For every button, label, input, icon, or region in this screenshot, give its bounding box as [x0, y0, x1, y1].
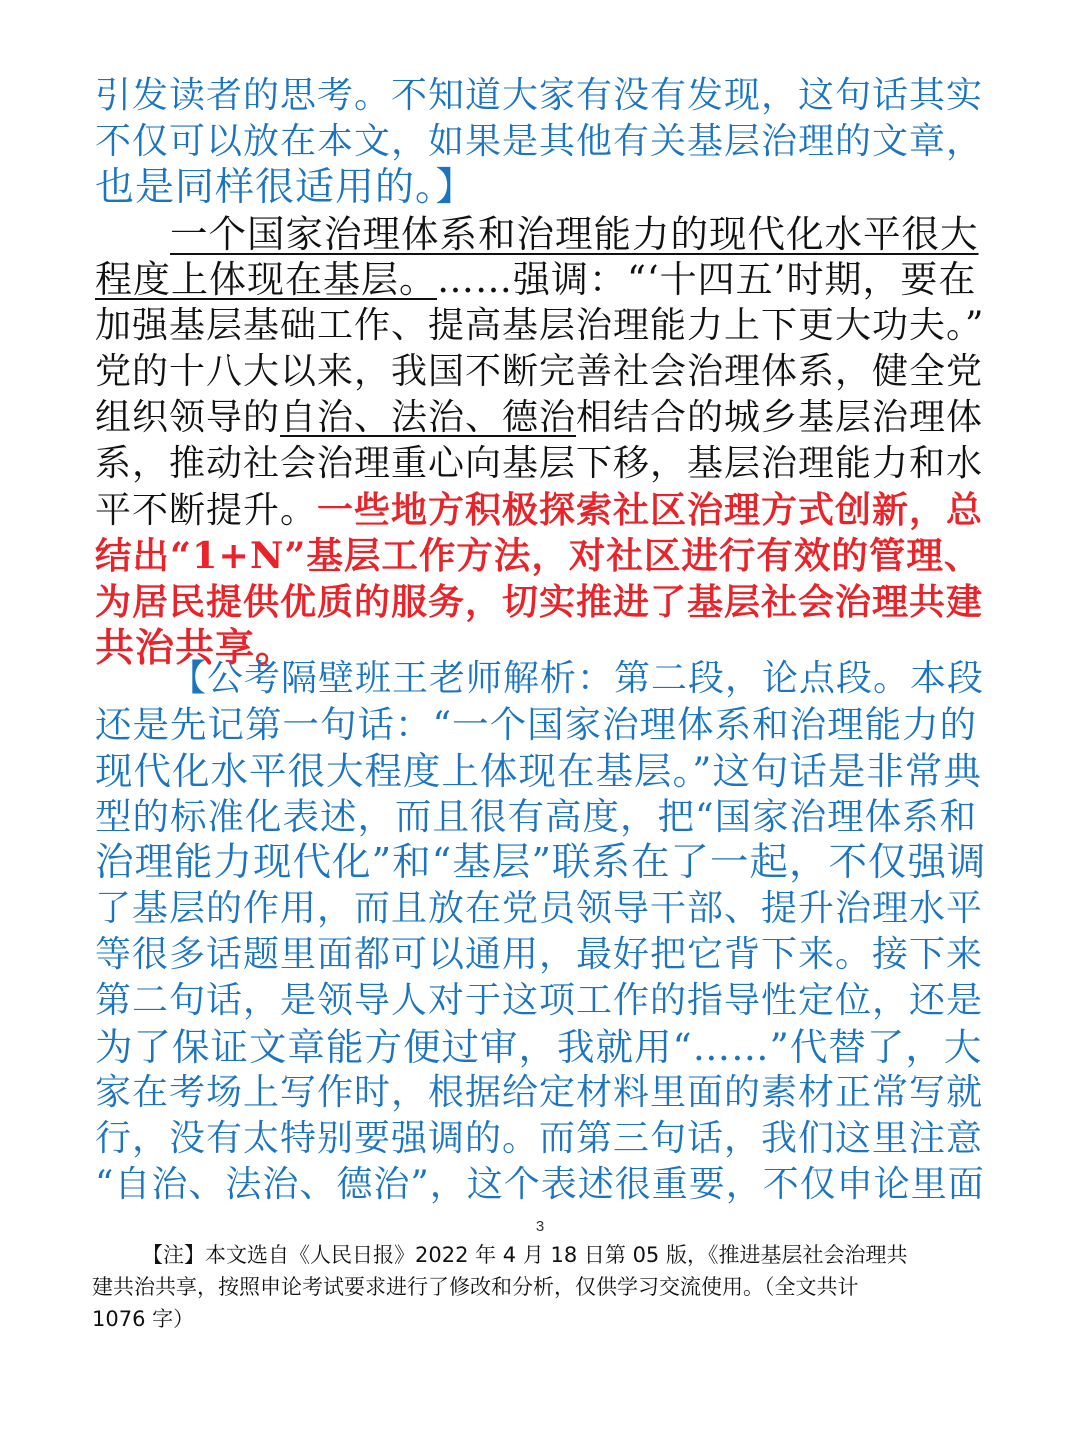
text-segment: 相结合的城乡基层治理体	[576, 397, 984, 438]
text-line	[95, 441, 987, 487]
text-line	[95, 533, 987, 579]
text-line	[95, 748, 987, 794]
text-segment: 党的十八大以来，我国不断完善社会治理体系，健全党	[95, 351, 984, 392]
text-line	[95, 257, 987, 303]
text-line	[95, 303, 987, 349]
text-line	[95, 1024, 987, 1070]
text-segment: 为了保证文章能方便过审，我就用“……”代替了，大	[95, 1025, 983, 1069]
text-segment: 了基层的作用，而且放在党员领导干部、提升治理水平	[95, 888, 984, 929]
highlighted-text: 一些地方积极探索社区治理方式创新，总	[317, 489, 984, 531]
text-line	[95, 119, 987, 165]
page-number: 3	[535, 1218, 545, 1235]
text-segment: 现代化水平很大程度上体现在基层。”这句话是非常典	[95, 749, 982, 793]
text-line	[170, 656, 987, 702]
text-line	[95, 702, 987, 748]
underlined-key-sentence: 程度上体现在基层。	[95, 258, 437, 301]
text-line	[95, 73, 987, 119]
text-line	[95, 395, 987, 441]
text-line	[170, 211, 987, 257]
text-line	[95, 886, 987, 932]
text-segment: 组织领导的	[95, 397, 281, 438]
text-line	[95, 349, 987, 395]
text-segment: 行，没有太特别要强调的。而第三句话，我们这里注意	[95, 1118, 984, 1159]
highlighted-text: 共治共享。	[95, 625, 296, 671]
highlighted-text: 为居民提供优质的服务，切实推进了基层社会治理共建	[95, 581, 984, 623]
text-line	[95, 1116, 987, 1162]
text-segment: “自治、法治、德治”，这个表述很重要，不仅申论里面	[95, 1164, 985, 1205]
text-line	[95, 794, 987, 840]
text-segment: 家在考场上写作时，根据给定材料里面的素材正常写就	[95, 1072, 984, 1113]
text-line	[95, 932, 987, 978]
underlined-key-sentence: 一个国家治理体系和治理能力的现代化水平很大	[170, 212, 979, 256]
text-segment: 还是先记第一句话：“一个国家治理体系和治理能力的	[95, 703, 978, 746]
highlighted-text: 结出“1+N”基层工作方法，对社区进行有效的管理、	[95, 534, 982, 577]
underlined-keyword: 自治、法治、德治	[280, 397, 577, 438]
footnote-line: 建共治共享，按照申论考试要求进行了修改和分析，仅供学习交流使用。（全文共计	[92, 1275, 859, 1299]
text-segment: 也是同样很适用的。】	[95, 165, 476, 210]
text-line	[95, 579, 987, 625]
text-segment: ……强调：“‘十四五’时期，要在	[437, 258, 977, 301]
text-segment: 等很多话题里面都可以通用，最好把它背下来。接下来	[95, 934, 984, 975]
text-segment: 加强基层基础工作、提高基层治理能力上下更大功夫。”	[95, 305, 985, 346]
text-line	[95, 1070, 987, 1116]
text-segment: 治理能力现代化”和“基层”联系在了一起，不仅强调	[95, 840, 987, 885]
text-segment: 不仅可以放在本文，如果是其他有关基层治理的文章，	[95, 121, 984, 162]
text-segment: 型的标准化表述，而且很有高度，把“国家治理体系和	[95, 795, 978, 838]
text-segment: 引发读者的思考。不知道大家有没有发现，这句话其实	[95, 75, 984, 116]
text-line	[95, 165, 987, 211]
text-line	[95, 978, 987, 1024]
text-segment: 系，推动社会治理重心向基层下移，基层治理能力和水	[95, 443, 984, 484]
text-line	[95, 840, 987, 886]
text-segment: 【公考隔壁班王老师解析：第二段，论点段。本段	[170, 658, 985, 699]
text-line	[95, 487, 987, 533]
text-line	[95, 1162, 987, 1208]
text-segment: 平不断提升。	[95, 490, 318, 531]
footnote-line: 【注】本文选自《人民日报》2022 年 4 月 18 日第 05 版，《推进基层社会治理共	[142, 1243, 908, 1267]
footnote-line: 1076 字）	[92, 1307, 195, 1331]
text-segment: 第二句话，是领导人对于这项工作的指导性定位，还是	[95, 980, 984, 1021]
